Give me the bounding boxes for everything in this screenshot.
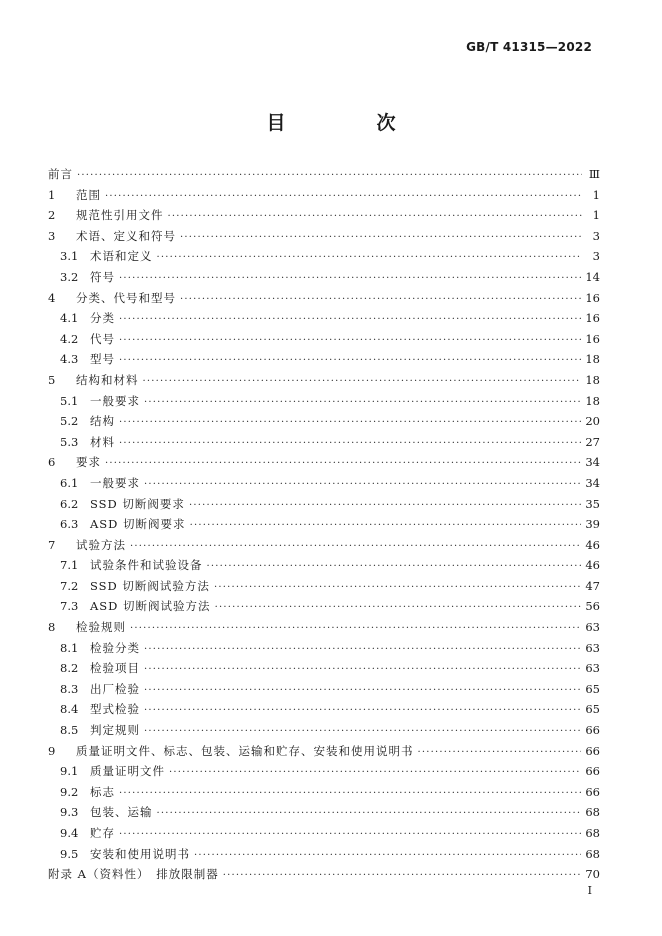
toc-entry-number: 9.4 — [60, 826, 79, 840]
toc-entry-title: 结构 — [90, 414, 115, 429]
toc-entry-title: 范围 — [76, 187, 101, 202]
toc-entry-page: 1 — [592, 208, 600, 223]
toc-entry-title: 要求 — [76, 455, 101, 470]
toc-entry-title: 型式检验 — [90, 702, 140, 717]
toc-entry-number: 9.2 — [60, 784, 79, 799]
toc-entry[interactable] — [48, 288, 600, 309]
toc-entry-number: 4.2 — [60, 331, 79, 346]
toc-entry-title: 检验分类 — [90, 640, 140, 655]
toc-entry-number: 9 — [48, 743, 56, 758]
toc-dot-leader — [189, 496, 581, 517]
toc-entry-page: 3 — [592, 249, 600, 264]
toc-entry-title: SSD 切断阀试验方法 — [90, 578, 210, 593]
toc-entry-title: 术语和定义 — [90, 249, 153, 264]
toc-entry-number: 8.2 — [60, 661, 79, 676]
toc-entry-title: 规范性引用文件 — [76, 208, 164, 223]
toc-dot-leader — [77, 166, 582, 187]
toc-entry-number: 5.3 — [60, 434, 79, 449]
toc-dot-leader — [119, 351, 581, 372]
toc-entry-page: 63 — [585, 640, 600, 655]
toc-entry-title: 一般要求 — [90, 393, 140, 408]
toc-entry-page: 70 — [585, 867, 600, 882]
toc-entry-title: SSD 切断阀要求 — [90, 496, 185, 511]
toc-entry-page: 16 — [585, 331, 600, 346]
toc-entry-page: 56 — [585, 599, 600, 614]
toc-entry[interactable] — [48, 185, 600, 206]
toc-entry[interactable] — [48, 761, 600, 782]
toc-dot-leader — [180, 290, 581, 311]
toc-entry[interactable] — [48, 555, 600, 576]
toc-entry-title: 标志 — [90, 784, 115, 799]
toc-entry[interactable] — [48, 679, 600, 700]
toc-entry[interactable] — [48, 349, 600, 370]
toc-dot-leader — [194, 846, 581, 867]
toc-entry-page: 68 — [585, 826, 600, 840]
toc-dot-leader — [119, 310, 581, 331]
toc-entry-number: 8.1 — [60, 640, 79, 655]
toc-dot-leader — [105, 454, 581, 475]
toc-entry-page: 14 — [585, 269, 600, 284]
toc-dot-leader — [144, 640, 581, 661]
toc-dot-leader — [180, 228, 582, 249]
toc-entry-page: 63 — [585, 620, 600, 635]
toc-entry-number: 4.1 — [60, 311, 79, 326]
toc-entry-page: 27 — [585, 434, 600, 449]
toc-entry-page: 63 — [585, 661, 600, 676]
toc-entry-title: 型号 — [90, 352, 115, 367]
toc-entry-title: 代号 — [90, 331, 115, 346]
toc-dot-leader — [119, 825, 581, 846]
toc-entry-page: 18 — [585, 352, 600, 367]
toc-entry-page: 47 — [585, 578, 600, 593]
toc-dot-leader — [169, 763, 581, 784]
toc-dot-leader — [144, 660, 581, 681]
toc-dot-leader — [215, 598, 582, 619]
toc-entry-page: 18 — [585, 372, 600, 387]
toc-entry-title: 结构和材料 — [76, 372, 139, 387]
toc-entry-page: 46 — [585, 558, 600, 573]
toc-dot-leader — [144, 701, 581, 722]
toc-entry-number: 4.3 — [60, 352, 79, 367]
toc-entry-title: 安装和使用说明书 — [90, 846, 190, 861]
toc-entry-title: 分类、代号和型号 — [76, 290, 176, 305]
toc-entry-title: 质量证明文件 — [90, 764, 165, 779]
toc-entry[interactable] — [48, 514, 600, 535]
toc-entry-number: 7 — [48, 537, 56, 552]
toc-entry-title: 试验方法 — [76, 537, 126, 552]
toc-entry-title: 一般要求 — [90, 475, 140, 490]
toc-entry[interactable] — [48, 617, 600, 638]
toc-entry-page: 65 — [585, 681, 600, 696]
toc-entry-page: 16 — [585, 290, 600, 305]
toc-entry-number: 5.1 — [60, 393, 79, 408]
toc-entry-number: 6.1 — [60, 475, 79, 490]
toc-entry-number: 3 — [48, 228, 56, 243]
toc-dot-leader — [130, 537, 581, 558]
toc-dot-leader — [119, 331, 581, 352]
standard-code: GB/T 41315—2022 — [466, 40, 592, 54]
toc-entry-page: 66 — [585, 743, 600, 758]
toc-entry[interactable] — [48, 329, 600, 350]
toc-entry-title: 术语、定义和符号 — [76, 228, 176, 243]
toc-entry-title: ASD 切断阀试验方法 — [90, 599, 211, 614]
toc-entry[interactable] — [48, 535, 600, 556]
toc-entry-number: 2 — [48, 208, 56, 223]
toc-entry[interactable] — [48, 638, 600, 659]
toc-entry-page: 68 — [585, 846, 600, 861]
toc-entry-number: 9.1 — [60, 764, 79, 779]
toc-entry[interactable] — [48, 741, 600, 762]
toc-entry-page: 65 — [585, 702, 600, 717]
toc-entry[interactable] — [48, 720, 600, 741]
toc-entry[interactable] — [48, 844, 600, 865]
toc-entry[interactable] — [48, 267, 600, 288]
toc-entry-number: 6.3 — [60, 517, 79, 532]
toc-entry-title: 分类 — [90, 311, 115, 326]
toc-entry[interactable] — [48, 370, 600, 391]
toc-entry-number: 3.2 — [60, 269, 79, 284]
toc-entry[interactable] — [48, 658, 600, 679]
toc-entry[interactable] — [48, 596, 600, 617]
toc-entry-number: 8.5 — [60, 723, 79, 738]
toc-entry-title: 检验规则 — [76, 620, 126, 635]
toc-entry-title: 检验项目 — [90, 661, 140, 676]
toc-dot-leader — [119, 269, 581, 290]
toc-entry[interactable] — [48, 452, 600, 473]
toc-dot-leader — [143, 372, 582, 393]
toc-entry[interactable] — [48, 164, 600, 185]
toc-entry-number: 9.3 — [60, 805, 79, 820]
toc-dot-leader — [119, 434, 581, 455]
toc-dot-leader — [144, 475, 581, 496]
toc-dot-leader — [418, 743, 582, 764]
toc-entry-number: 6.2 — [60, 496, 79, 511]
toc-entry[interactable] — [48, 782, 600, 803]
toc-entry-title: 试验条件和试验设备 — [90, 558, 203, 573]
toc-entry[interactable] — [48, 699, 600, 720]
toc-entry-page: 35 — [585, 496, 600, 511]
toc-dot-leader — [105, 187, 582, 208]
toc-entry[interactable] — [48, 802, 600, 823]
toc-entry-number: 7.1 — [60, 558, 79, 573]
toc-entry-page: 34 — [585, 455, 600, 470]
toc-dot-leader — [207, 557, 582, 578]
toc-entry[interactable] — [48, 205, 600, 226]
toc-entry-title: 贮存 — [90, 826, 115, 840]
toc-entry[interactable] — [48, 391, 600, 412]
toc-entry[interactable] — [48, 411, 600, 432]
toc-entry[interactable] — [48, 473, 600, 494]
toc-entry-page: 34 — [585, 475, 600, 490]
toc-entry-title: 出厂检验 — [90, 681, 140, 696]
toc-entry-number: 7.2 — [60, 578, 79, 593]
toc-dot-leader — [144, 722, 581, 743]
toc-entry-number: 5 — [48, 372, 56, 387]
toc-entry-number: 3.1 — [60, 249, 79, 264]
toc-entry-page: 66 — [585, 764, 600, 779]
toc-dot-leader — [144, 393, 581, 414]
toc-entry-page: 68 — [585, 805, 600, 820]
toc-entry-page: 16 — [585, 311, 600, 326]
toc-entry-title: 质量证明文件、标志、包装、运输和贮存、安装和使用说明书 — [76, 743, 414, 758]
toc-dot-leader — [214, 578, 581, 599]
toc-entry-number: 4 — [48, 290, 56, 305]
toc-entry-number: 7.3 — [60, 599, 79, 614]
toc-dot-leader — [119, 413, 581, 434]
toc-entry-number: 8.4 — [60, 702, 79, 717]
toc-entry-title: 材料 — [90, 434, 115, 449]
toc-entry-page: 20 — [585, 414, 600, 429]
toc-dot-leader — [144, 681, 581, 702]
toc-entry[interactable] — [48, 308, 600, 329]
toc-entry-title: 包装、运输 — [90, 805, 153, 820]
toc-entry[interactable] — [48, 823, 600, 844]
page-number: I — [587, 884, 592, 897]
toc-entry-page: 18 — [585, 393, 600, 408]
toc-entry[interactable] — [48, 864, 600, 885]
toc-entry[interactable] — [48, 432, 600, 453]
toc-entry[interactable] — [48, 576, 600, 597]
toc-entry-page: 66 — [585, 723, 600, 738]
toc-entry-page: 66 — [585, 784, 600, 799]
toc-entry-page: 3 — [592, 228, 600, 243]
toc-entry-page: 46 — [585, 537, 600, 552]
toc-dot-leader — [190, 516, 582, 537]
toc-entry-number: 6 — [48, 455, 56, 470]
toc-entry-title: 附录 A（资料性） 排放限制器 — [48, 867, 219, 882]
toc-entry-number: 1 — [48, 187, 56, 202]
toc-entry-title: 前言 — [48, 167, 73, 181]
page-title: 目 次 — [266, 112, 432, 134]
toc-dot-leader — [168, 207, 583, 228]
toc-entry-title: 判定规则 — [90, 723, 140, 738]
toc-entry-number: 9.5 — [60, 846, 79, 861]
toc-entry-title: 符号 — [90, 269, 115, 284]
table-of-contents — [48, 164, 600, 885]
toc-entry[interactable] — [48, 494, 600, 515]
toc-entry[interactable] — [48, 246, 600, 267]
toc-entry-number: 8.3 — [60, 681, 79, 696]
toc-dot-leader — [157, 804, 582, 825]
toc-entry-page: 1 — [592, 187, 600, 202]
toc-dot-leader — [119, 784, 581, 805]
toc-entry-title: ASD 切断阀要求 — [90, 517, 186, 532]
toc-entry[interactable] — [48, 226, 600, 247]
toc-entry-number: 8 — [48, 620, 56, 635]
toc-entry-page: Ⅲ — [588, 167, 600, 181]
toc-dot-leader — [130, 619, 581, 640]
toc-entry-number: 5.2 — [60, 414, 79, 429]
toc-entry-page: 39 — [585, 517, 600, 532]
toc-dot-leader — [157, 248, 583, 269]
toc-dot-leader — [223, 866, 582, 887]
